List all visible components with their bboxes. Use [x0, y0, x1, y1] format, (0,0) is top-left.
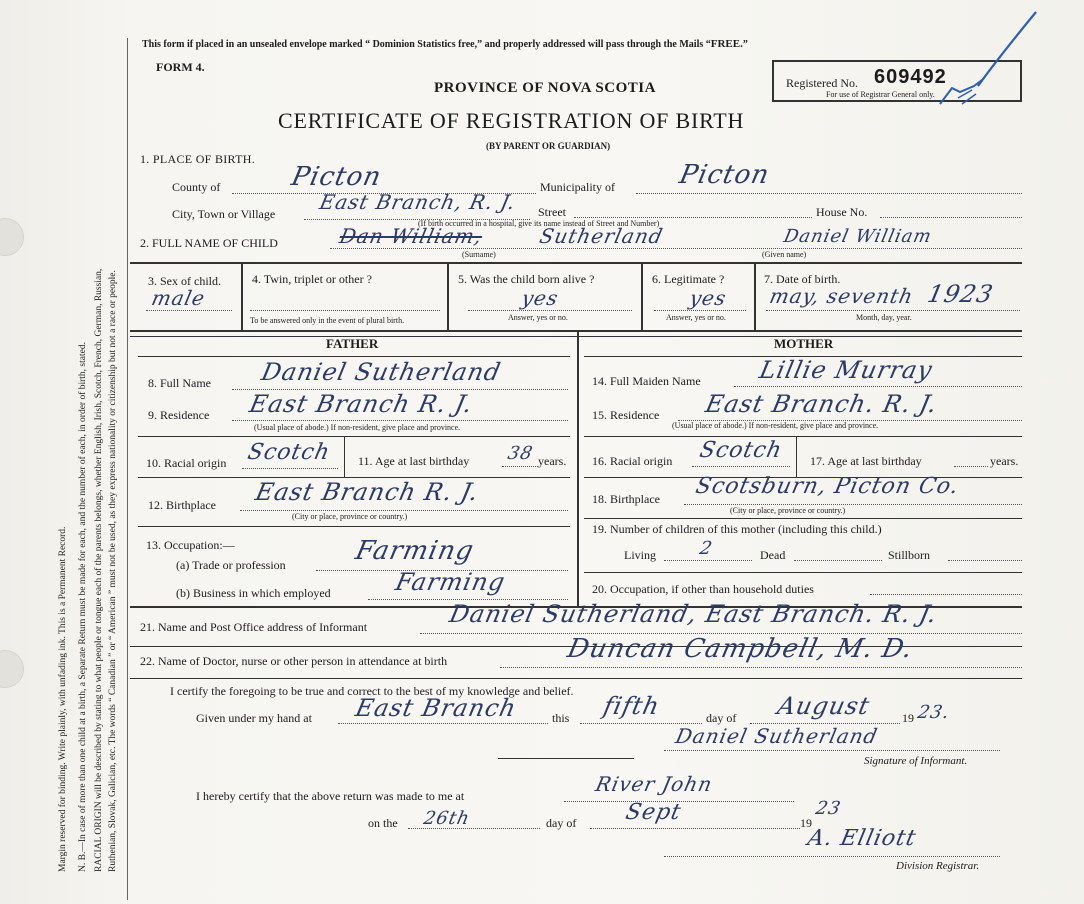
row3-col-rule-3: [641, 263, 643, 331]
mother-racial-divider: [796, 437, 797, 477]
house-line: [880, 217, 1022, 218]
father-racial-value: Scotch: [245, 440, 333, 465]
mailing-notice: This form if placed in an unsealed envelope marked “ Dominion Statistics free,” and properly addressed will pass through the Mails “FREE.”: [142, 38, 748, 50]
mother-birthplace-value: Scotsburn, Picton Co.: [693, 474, 962, 499]
form-number: FORM 4.: [156, 60, 205, 74]
registrar-place-value: River John: [593, 772, 715, 796]
mother-residence-rule: [584, 436, 1022, 437]
doctor-value: Duncan Campbell, M. D.: [564, 634, 916, 664]
child-name-line: [330, 248, 1022, 249]
birth-date-value: may, seventh: [767, 284, 916, 308]
birth-date-label: 7. Date of birth.: [764, 272, 841, 286]
registrar-month-line: [590, 828, 800, 829]
mother-racial-value: Scotch: [697, 438, 785, 463]
margin-note-1: Margin reserved for binding. Write plainly, with unfading ink. This is a Permanent Record.: [58, 526, 68, 872]
father-heading: FATHER: [326, 336, 379, 351]
father-birthplace-line: [240, 510, 568, 511]
city-label: City, Town or Village: [172, 207, 276, 221]
father-age-unit: years.: [538, 454, 567, 468]
row3-col-rule-4: [754, 263, 756, 331]
surname-note: (Surname): [462, 250, 496, 259]
pencil-mark: [938, 10, 1038, 110]
doctor-line: [500, 667, 1022, 668]
mother-age-label: 17. Age at last birthday: [810, 454, 922, 468]
county-label: County of: [172, 180, 221, 194]
doctor-label: 22. Name of Doctor, nurse or other person in attendance at birth: [140, 654, 448, 668]
mother-name-value: Lillie Murray: [757, 356, 936, 384]
father-residence-rule: [138, 436, 570, 437]
certify-sep-rule: [498, 758, 634, 759]
mother-living-line: [664, 560, 752, 561]
registrar-signature: A. Elliott: [805, 826, 919, 851]
mother-occupation-line: [870, 594, 1022, 595]
province-heading: PROVINCE OF NOVA SCOTIA: [434, 80, 656, 96]
mother-living-value: 2: [697, 538, 715, 559]
father-racial-line: [242, 468, 338, 469]
certify-day-value: fifth: [601, 692, 663, 720]
mother-occupation-label: 20. Occupation, if other than household duties: [592, 582, 814, 596]
city-value: East Branch, R. J.: [317, 190, 519, 214]
father-birthplace-note: (City or place, province or country.): [292, 512, 408, 521]
father-residence-line: [232, 420, 568, 421]
certify-year-value: 23.: [915, 702, 952, 723]
row3-top-rule: [130, 262, 1022, 264]
mother-dead-line: [794, 560, 882, 561]
margin-note-3: RACIAL ORIGIN will be described by stating to what people or tongue each of the parents belongs, whether English, Irish, Scotch, French, German, Russian,: [94, 268, 104, 872]
house-label: House No.: [816, 205, 868, 219]
father-trade-value: Farming: [352, 536, 477, 566]
informant-signature-line: [664, 750, 1000, 751]
father-name-label: 8. Full Name: [148, 376, 211, 390]
informant-value: Daniel Sutherland, East Branch. R. J.: [447, 600, 941, 628]
registrar-signature-label: Division Registrar.: [896, 860, 980, 872]
mother-racial-line: [692, 466, 790, 467]
father-name-value: Daniel Sutherland: [259, 358, 504, 386]
twin-note: To be answered only in the event of plural birth.: [250, 316, 405, 325]
registrar-on-label: on the: [368, 816, 398, 830]
father-birthplace-label: 12. Birthplace: [148, 498, 216, 512]
mother-name-label: 14. Full Maiden Name: [592, 374, 701, 388]
given-name-note: (Given name): [762, 250, 807, 259]
mother-birthplace-note: (City or place, province or country.): [730, 506, 846, 515]
certify-year-prefix: 19: [902, 711, 914, 725]
legitimate-value: yes: [687, 286, 729, 310]
father-age-label: 11. Age at last birthday: [358, 454, 470, 468]
municipality-value: Picton: [676, 160, 773, 190]
certify-given-label: Given under my hand at: [196, 711, 312, 725]
certify-day-label: day of: [706, 711, 737, 725]
mother-residence-note: (Usual place of abode.) If non-resident, give place and province.: [672, 421, 879, 430]
legitimate-label: 6. Legitimate ?: [652, 272, 725, 286]
mother-children-label: 19. Number of children of this mother (including this child.): [592, 522, 882, 536]
registrar-day-label: day of: [546, 816, 577, 830]
margin-note-2: N. B.—In case of more than one child at a birth, a Separate Return must be made for each, and the number of each, in order of birth, stated.: [78, 342, 88, 872]
certify-this-label: this: [552, 711, 570, 725]
binding-margin-rule: [127, 38, 128, 900]
certificate-title: CERTIFICATE OF REGISTRATION OF BIRTH: [278, 108, 745, 133]
alive-label: 5. Was the child born alive ?: [458, 272, 595, 286]
mother-birthplace-line: [684, 504, 1022, 505]
father-birthplace-value: East Branch R. J.: [253, 478, 482, 506]
registrar-note: For use of Registrar General only.: [826, 90, 935, 99]
municipality-line: [636, 193, 1022, 194]
certify-place-line: [338, 723, 548, 724]
legitimate-note: Answer, yes or no.: [666, 313, 726, 322]
mother-children-rule: [584, 572, 1022, 573]
mother-stillborn-label: Stillborn: [888, 548, 931, 562]
father-residence-note: (Usual place of abode.) If non-resident, give place and province.: [254, 423, 461, 432]
registered-number: 609492: [874, 66, 947, 88]
father-business-label: (b) Business in which employed: [176, 586, 331, 600]
mother-residence-label: 15. Residence: [592, 408, 660, 422]
father-business-value: Farming: [393, 568, 509, 596]
twin-label: 4. Twin, triplet or other ?: [252, 272, 372, 286]
mother-living-label: Living: [624, 548, 656, 562]
registrar-statement: I hereby certify that the above return was made to me at: [196, 789, 465, 803]
mother-age-line: [954, 466, 988, 467]
parents-divider: [577, 330, 579, 608]
alive-line: [468, 310, 632, 311]
father-heading-rule: [138, 356, 570, 357]
birth-date-line: [766, 310, 1020, 311]
certificate-subtitle: (BY PARENT OR GUARDIAN): [486, 141, 611, 151]
father-age-value: 38: [505, 443, 536, 464]
mother-residence-value: East Branch. R. J.: [703, 390, 941, 418]
twin-line: [250, 310, 440, 311]
punch-hole-top: [0, 218, 24, 256]
street-label: Street: [538, 205, 566, 219]
place-of-birth-label: 1. PLACE OF BIRTH.: [140, 152, 256, 166]
sex-label: 3. Sex of child.: [148, 274, 221, 288]
mother-stillborn-line: [948, 560, 1022, 561]
birth-date-note: Month, day, year.: [856, 313, 912, 322]
informant-signature-label: Signature of Informant.: [864, 755, 968, 767]
father-occupation-label: 13. Occupation:—: [146, 538, 235, 552]
registrar-signature-line: [664, 856, 1000, 857]
doctor-bottom-rule: [130, 678, 1022, 679]
child-struck-name: Dan William,: [337, 224, 485, 248]
certify-place-value: East Branch: [353, 694, 520, 722]
certify-statement: I certify the foregoing to be true and correct to the best of my knowledge and belief.: [170, 684, 574, 698]
birth-year-value: 1923: [925, 280, 997, 308]
punch-hole-bottom: [0, 650, 24, 688]
county-value: Picton: [288, 162, 385, 192]
parents-top-rule: [130, 336, 1022, 337]
child-name-label: 2. FULL NAME OF CHILD: [140, 236, 278, 250]
mother-birthplace-label: 18. Birthplace: [592, 492, 660, 506]
row3-col-rule-1: [241, 263, 243, 331]
registrar-day-value: 26th: [421, 808, 472, 829]
father-birthplace-rule: [138, 526, 570, 527]
mother-birthplace-rule: [584, 518, 1022, 519]
margin-note-4: Ruthenian, Slovak, Galician, etc. The words “ Canadian ” or “ American ” must not be used, as they express nationality or citizenship but not a race or people.: [108, 270, 118, 872]
registrar-year-prefix: 19: [800, 816, 812, 830]
registered-label: Registered No.: [786, 76, 858, 90]
mother-racial-label: 16. Racial origin: [592, 454, 673, 468]
sex-value: male: [149, 286, 208, 310]
sex-line: [146, 310, 232, 311]
alive-value: yes: [519, 286, 561, 310]
father-residence-label: 9. Residence: [148, 408, 210, 422]
father-age-line: [502, 466, 538, 467]
registrar-month-value: Sept: [623, 800, 684, 825]
father-residence-value: East Branch R. J.: [247, 390, 476, 418]
municipality-label: Municipality of: [540, 180, 615, 194]
row3-bottom-rule: [130, 330, 1022, 332]
father-trade-label: (a) Trade or profession: [176, 558, 286, 572]
street-line: [574, 217, 812, 218]
father-racial-divider: [344, 437, 345, 477]
legitimate-line: [654, 310, 746, 311]
child-surname-value: Sutherland: [537, 224, 666, 248]
hospital-note: (If birth occurred in a hospital, give its name instead of Street and Number): [418, 219, 660, 228]
informant-label: 21. Name and Post Office address of Informant: [140, 620, 368, 634]
alive-note: Answer, yes or no.: [508, 313, 568, 322]
mother-name-line: [734, 386, 1022, 387]
father-racial-label: 10. Racial origin: [146, 456, 227, 470]
mother-age-unit: years.: [990, 454, 1019, 468]
row3-col-rule-2: [447, 263, 449, 331]
informant-signature: Daniel Sutherland: [673, 724, 881, 748]
mother-heading: MOTHER: [774, 336, 834, 351]
mother-dead-label: Dead: [760, 548, 786, 562]
registrar-year-value: 23: [813, 798, 844, 819]
child-given-name-value: Daniel William: [781, 226, 934, 247]
certify-month-value: August: [775, 692, 873, 720]
